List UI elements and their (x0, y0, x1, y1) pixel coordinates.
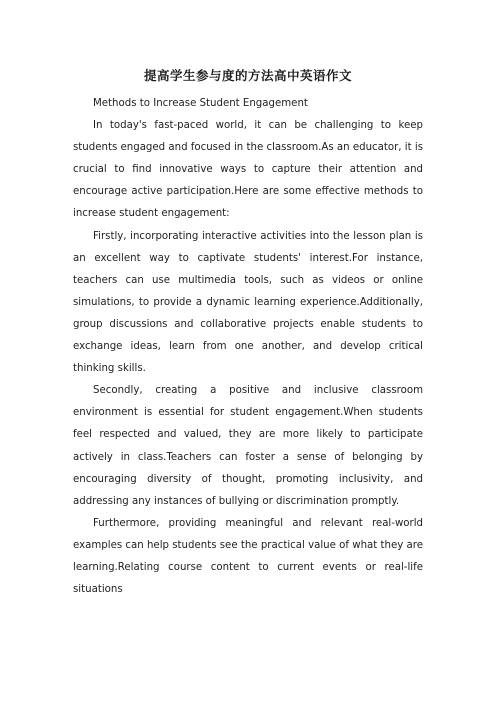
paragraph-4: Furthermore, providing meaningful and relevant real-world examples can help students see the practical value of what they are learning.Relating course content to current events or real-life situations (73, 517, 423, 596)
document-body (73, 93, 423, 601)
paragraph-2: Firstly, incorporating interactive activities into the lesson plan is an excellent way to captivate students' interest.For instance, teachers can use multimedia tools, such as videos or online simulations, to provide a dynamic learning experience.Additionally, group discussions and collaborative projects enable students to exchange ideas, learn from one another, and develop critical thinking skills. (73, 230, 423, 375)
paragraph-1: In today's fast-paced world, it can be challenging to keep students engaged and focused in the classroom.As an educator, it is crucial to find innovative ways to capture their attention and encourage active participation.Here are some effective methods to increase student engagement: (73, 120, 423, 220)
essay-subtitle: Methods to Increase Student Engagement (93, 98, 308, 109)
document-title: 提高学生参与度的方法高中英语作文 (143, 68, 352, 83)
paragraph-3: Secondly, creating a positive and inclusive classroom environment is essential for student engagement.When students feel respected and valued, they are more likely to participate actively in class.Teachers can foster a sense of belonging by encouraging diversity of thought, promoting inclusivity, and addressing any instances of bullying or discrimination promptly. (73, 385, 423, 507)
